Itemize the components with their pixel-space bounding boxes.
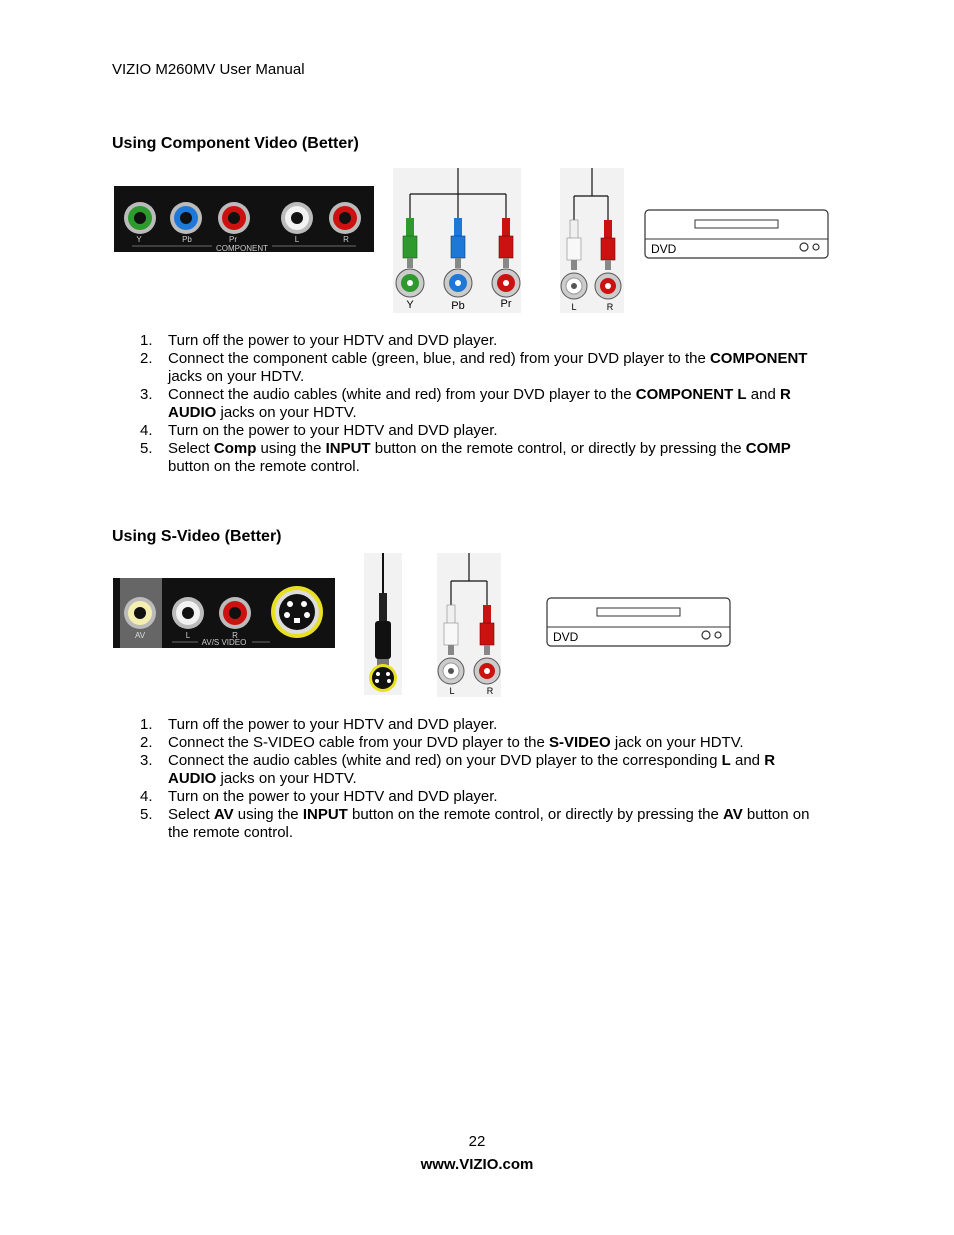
component-group-label: COMPONENT xyxy=(216,244,268,253)
section-heading-component: Using Component Video (Better) xyxy=(112,135,359,152)
dvd-label: DVD xyxy=(651,242,677,256)
list-number: 1. xyxy=(140,716,153,733)
step-text: and xyxy=(746,386,780,403)
audio-cable-component xyxy=(560,168,624,313)
jack-label-pb: Pb xyxy=(182,235,192,244)
cable-label-pr: Pr xyxy=(500,298,512,310)
bold-term: R AUDIO xyxy=(168,386,791,421)
list-number: 5. xyxy=(140,440,153,457)
jack-label-r: R xyxy=(343,235,349,244)
list-item xyxy=(112,332,812,350)
list-item xyxy=(112,386,812,422)
component-cable xyxy=(393,168,521,313)
jack-pr xyxy=(218,202,250,234)
bold-term: INPUT xyxy=(302,806,348,823)
bold-term: INPUT xyxy=(325,440,371,457)
step-text: using the xyxy=(233,806,303,823)
jack-label-r: R xyxy=(232,631,238,640)
jack-l xyxy=(172,597,204,629)
step-text: Select xyxy=(168,440,214,457)
list-item xyxy=(112,716,812,734)
jack-label-l: L xyxy=(294,235,300,244)
bold-term: AV xyxy=(723,806,743,823)
step-text: button on the remote control, or directly by pressing the xyxy=(370,440,746,457)
svideo-jack-panel xyxy=(112,577,336,649)
list-item xyxy=(112,422,812,440)
bold-term: S-VIDEO xyxy=(549,734,611,751)
audio-label-r: R xyxy=(606,302,614,312)
jack-label-l: L xyxy=(185,631,191,640)
jack-av xyxy=(124,597,156,629)
audio-cable-svideo xyxy=(437,553,501,697)
audio-label-l: L xyxy=(571,302,577,312)
list-item xyxy=(112,350,812,386)
step-text: button on the remote control, or directly by pressing the xyxy=(347,806,724,823)
cable-label-pb: Pb xyxy=(451,300,465,312)
list-number: 4. xyxy=(140,422,153,439)
bold-term: R AUDIO xyxy=(168,752,776,787)
svideo-group-label: AV/S VIDEO xyxy=(201,638,247,647)
audio-label-l: L xyxy=(449,686,455,696)
audio-label-r: R xyxy=(486,686,494,696)
bold-term: COMP xyxy=(745,440,791,457)
dvd-player-component xyxy=(644,209,830,261)
jack-label-pr: Pr xyxy=(229,235,237,244)
dvd-player-svideo xyxy=(546,597,732,649)
bold-term: AV xyxy=(213,806,234,823)
jack-r xyxy=(219,597,251,629)
step-text: jacks on your HDTV. xyxy=(216,404,357,421)
svideo-cable xyxy=(364,553,402,695)
step-text: jacks on your HDTV. xyxy=(216,770,357,787)
step-text: Connect the S-VIDEO cable from your DVD player to the xyxy=(168,734,549,751)
jack-label-y: Y xyxy=(136,235,142,244)
bold-term: Comp xyxy=(213,440,257,457)
step-text: using the xyxy=(256,440,326,457)
step-text: and xyxy=(730,752,765,769)
list-item xyxy=(112,806,812,842)
list-item xyxy=(112,752,812,788)
bold-term: L xyxy=(721,752,731,769)
cable-label-y: Y xyxy=(406,299,414,311)
step-text: jack on your HDTV. xyxy=(610,734,744,751)
step-text: Turn on the power to your HDTV and DVD player. xyxy=(168,788,498,805)
footer-website: www.VIZIO.com xyxy=(420,1156,534,1173)
step-text: Connect the audio cables (white and red) on your DVD player to the corresponding xyxy=(168,752,722,769)
step-text: Select xyxy=(168,806,214,823)
list-number: 2. xyxy=(140,734,153,751)
step-text: Turn off the power to your HDTV and DVD player. xyxy=(168,332,498,349)
list-item xyxy=(112,734,812,752)
svideo-steps-list xyxy=(112,716,812,842)
list-number: 2. xyxy=(140,350,153,367)
jack-l xyxy=(281,202,313,234)
list-number: 5. xyxy=(140,806,153,823)
step-text: button on the remote control. xyxy=(168,458,360,475)
jack-y xyxy=(124,202,156,234)
component-jack-panel xyxy=(112,184,376,254)
step-text: button on the remote control. xyxy=(168,806,810,841)
list-number: 4. xyxy=(140,788,153,805)
page-number: 22 xyxy=(468,1133,486,1150)
list-item xyxy=(112,788,812,806)
step-text: Turn off the power to your HDTV and DVD player. xyxy=(168,716,498,733)
bold-term: COMPONENT L xyxy=(635,386,747,403)
bold-term: COMPONENT xyxy=(709,350,808,367)
step-text: Turn on the power to your HDTV and DVD player. xyxy=(168,422,498,439)
list-number: 3. xyxy=(140,752,153,769)
section-heading-svideo: Using S-Video (Better) xyxy=(112,528,282,545)
step-text: jacks on your HDTV. xyxy=(168,368,305,385)
list-number: 1. xyxy=(140,332,153,349)
svideo-jack xyxy=(271,586,323,638)
jack-label-av: AV xyxy=(134,631,146,640)
dvd-label: DVD xyxy=(553,630,579,644)
document-header: VIZIO M260MV User Manual xyxy=(112,61,305,78)
jack-pb xyxy=(170,202,202,234)
list-number: 3. xyxy=(140,386,153,403)
jack-r xyxy=(329,202,361,234)
list-item xyxy=(112,440,812,476)
component-steps-list xyxy=(112,332,812,476)
step-text: Connect the component cable (green, blue, and red) from your DVD player to the xyxy=(168,350,710,367)
step-text: Connect the audio cables (white and red) from your DVD player to the xyxy=(168,386,636,403)
